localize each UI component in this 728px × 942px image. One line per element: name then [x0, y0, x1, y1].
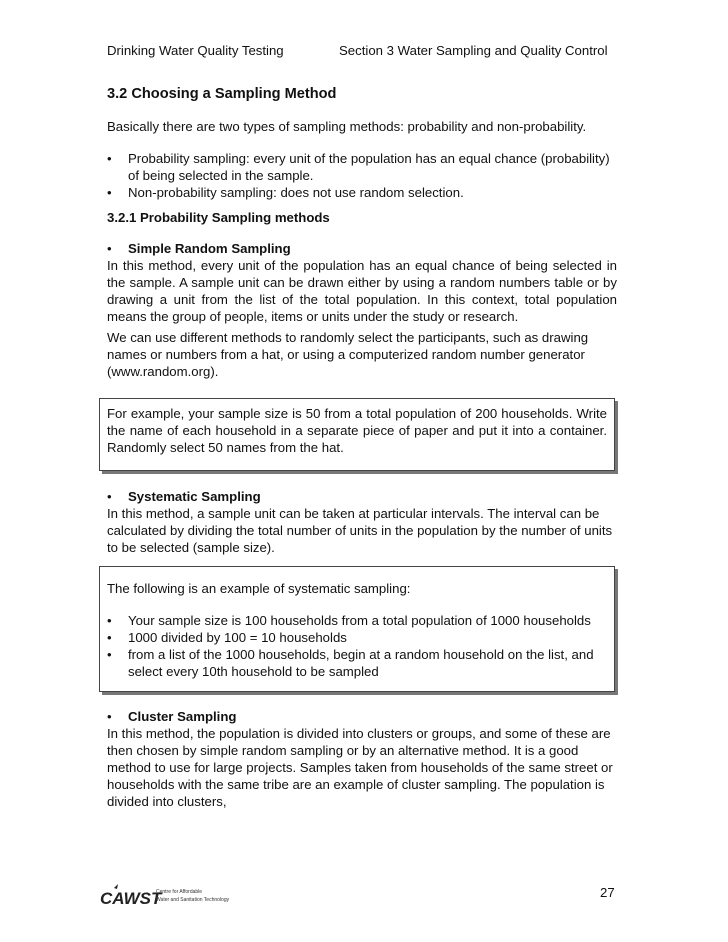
- systematic-example-box: [99, 566, 615, 692]
- cawst-logo-icon: [100, 884, 240, 910]
- list-item: [107, 150, 617, 184]
- bullet: •: [107, 241, 112, 256]
- systematic-title: Systematic Sampling: [128, 489, 261, 504]
- list-item: [107, 646, 607, 680]
- simple-random-title: Simple Random Sampling: [128, 241, 291, 256]
- list-item: [107, 612, 607, 629]
- systematic-example-intro: The following is an example of systematic sampling:: [107, 581, 411, 596]
- bullet: •: [107, 613, 112, 628]
- simple-random-example-box: [99, 398, 615, 471]
- list-item-text: Non-probability sampling: does not use random selection.: [128, 185, 464, 200]
- list-item: [107, 184, 617, 201]
- list-item-text: Probability sampling: every unit of the population has an equal chance (probability) of being selected in the sample.: [128, 151, 610, 183]
- list-item-text: from a list of the 1000 households, begin at a random household on the list, and select every 10th household to be sampled: [128, 647, 594, 679]
- bullet: •: [107, 185, 112, 200]
- subsection-title: 3.2.1 Probability Sampling methods: [107, 210, 330, 225]
- section-title: 3.2 Choosing a Sampling Method: [107, 86, 337, 102]
- bullet: •: [107, 489, 112, 504]
- bullet: •: [107, 151, 112, 166]
- cluster-body: In this method, the population is divided into clusters or groups, and some of these are then chosen by simple random sampling or by an alternative method. It is a good method to use for large projects. Samples taken from households of the same street or households with the same tribe are an example of cluster sampling. The population is divided into clusters,: [107, 726, 613, 809]
- simple-random-methods: We can use different methods to randomly select the participants, such as drawing names or numbers from a hat, or using a computerized random number generator (www.random.org).: [107, 330, 589, 379]
- cawst-logo: [100, 884, 240, 910]
- logo-tagline-2: Water and Sanitation Technology: [156, 897, 230, 903]
- systematic-heading: [107, 488, 617, 505]
- list-item: [107, 629, 607, 646]
- simple-random-example-text: For example, your sample size is 50 from a total population of 200 households. Write the name of each household in a separate piece of paper and put it into a container. Randomly select 50 names from the hat.: [107, 406, 607, 455]
- cluster-title: Cluster Sampling: [128, 709, 237, 724]
- header-right: Section 3 Water Sampling and Quality Control: [339, 43, 608, 58]
- simple-random-body: In this method, every unit of the population has an equal chance of being selected in the sample. A sample unit can be drawn either by using a random numbers table or by drawing a unit from the list of the total population. In this context, total population means the group of people, items or units under the study or research.: [107, 258, 617, 324]
- list-item-text: Your sample size is 100 households from a total population of 1000 households: [128, 613, 591, 628]
- sampling-types-list: [107, 150, 617, 201]
- bullet: •: [107, 630, 112, 645]
- logo-tagline-1: Centre for Affordable: [156, 889, 203, 895]
- bullet: •: [107, 647, 112, 662]
- running-header: [107, 42, 617, 59]
- simple-random-heading: [107, 240, 617, 257]
- page-number: 27: [600, 885, 615, 900]
- list-item-text: 1000 divided by 100 = 10 households: [128, 630, 347, 645]
- intro-paragraph: Basically there are two types of sampling methods: probability and non-probability.: [107, 119, 587, 134]
- header-left: Drinking Water Quality Testing: [107, 43, 284, 58]
- systematic-example-list: [107, 612, 607, 680]
- bullet: •: [107, 709, 112, 724]
- cluster-heading: [107, 708, 617, 725]
- systematic-body: In this method, a sample unit can be taken at particular intervals. The interval can be calculated by dividing the total number of units in the population by the number of units to be selected (sample size).: [107, 506, 613, 555]
- logo-wordmark: CAWST: [100, 889, 162, 908]
